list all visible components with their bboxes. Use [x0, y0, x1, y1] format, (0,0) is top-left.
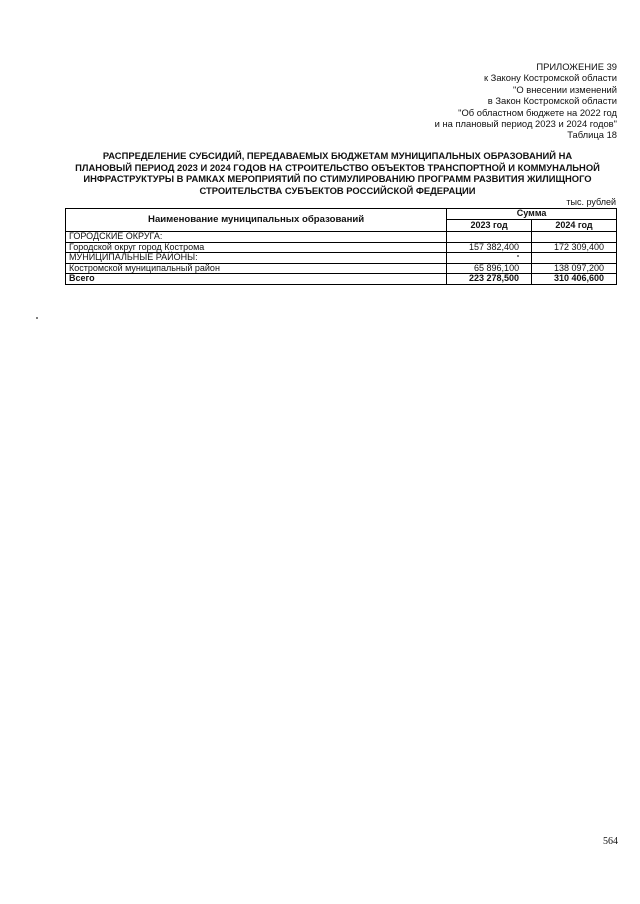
appendix-header	[297, 61, 617, 141]
total-row	[66, 274, 617, 285]
header-line: и на плановый период 2023 и 2024 годов"	[434, 118, 617, 130]
units-label: тыс. рублей	[566, 197, 616, 207]
empty-cell	[447, 253, 532, 264]
section-label: МУНИЦИПАЛЬНЫЕ РАЙОНЫ:	[66, 253, 447, 264]
title-line: СТРОИТЕЛЬСТВА СУБЪЕКТОВ РОССИЙСКОЙ ФЕДЕРАЦИИ	[199, 184, 476, 196]
municipality-name: Городской округ город Кострома	[66, 242, 447, 253]
header-line: "Об областном бюджете на 2022 год	[458, 106, 617, 118]
header-line: "О внесении изменений	[513, 83, 617, 95]
table-row	[66, 242, 617, 253]
column-header-2024: 2024 год	[532, 220, 617, 232]
municipality-name: Костромской муниципальный район	[66, 263, 447, 274]
subsidy-table	[65, 208, 617, 285]
value-2024: 138 097,200	[532, 263, 617, 274]
empty-cell	[447, 232, 532, 243]
header-line: ПРИЛОЖЕНИЕ 39	[536, 61, 617, 72]
column-header-2023: 2023 год	[447, 220, 532, 232]
total-label: Всего	[66, 274, 447, 285]
total-2024: 310 406,600	[532, 274, 617, 285]
empty-cell	[532, 232, 617, 243]
scan-speck	[36, 317, 38, 319]
header-line: к Закону Костромской области	[483, 72, 617, 84]
title-line: ИНФРАСТРУКТУРЫ В РАМКАХ МЕРОПРИЯТИЙ ПО СТИМУЛИРОВАНИЮ ПРОГРАММ РАЗВИТИЯ ЖИЛИЩНОГО	[83, 173, 592, 185]
value-2023: 157 382,400	[447, 242, 532, 253]
scan-speck	[517, 255, 519, 257]
section-row-city-districts	[66, 232, 617, 243]
document-title	[60, 150, 615, 196]
section-row-municipal-districts	[66, 253, 617, 264]
page-number: 564	[603, 836, 618, 847]
empty-cell	[532, 253, 617, 264]
table-header-row	[66, 209, 617, 220]
table-row	[66, 263, 617, 274]
section-label: ГОРОДСКИЕ ОКРУГА:	[66, 232, 447, 243]
total-2023: 223 278,500	[447, 274, 532, 285]
header-line: в Закон Костромской области	[487, 95, 617, 107]
column-header-sum: Сумма	[447, 209, 617, 220]
value-2023: 65 896,100	[447, 263, 532, 274]
title-line: РАСПРЕДЕЛЕНИЕ СУБСИДИЙ, ПЕРЕДАВАЕМЫХ БЮДЖЕТАМ МУНИЦИПАЛЬНЫХ ОБРАЗОВАНИЙ НА	[102, 150, 573, 161]
value-2024: 172 309,400	[532, 242, 617, 253]
title-line: ПЛАНОВЫЙ ПЕРИОД 2023 И 2024 ГОДОВ НА СТРОИТЕЛЬСТВО ОБЪЕКТОВ ТРАНСПОРТНОЙ И КОММУНАЛЬНОЙ	[75, 161, 600, 173]
column-header-name: Наименование муниципальных образований	[66, 209, 447, 232]
table-number: Таблица 18	[567, 129, 617, 141]
